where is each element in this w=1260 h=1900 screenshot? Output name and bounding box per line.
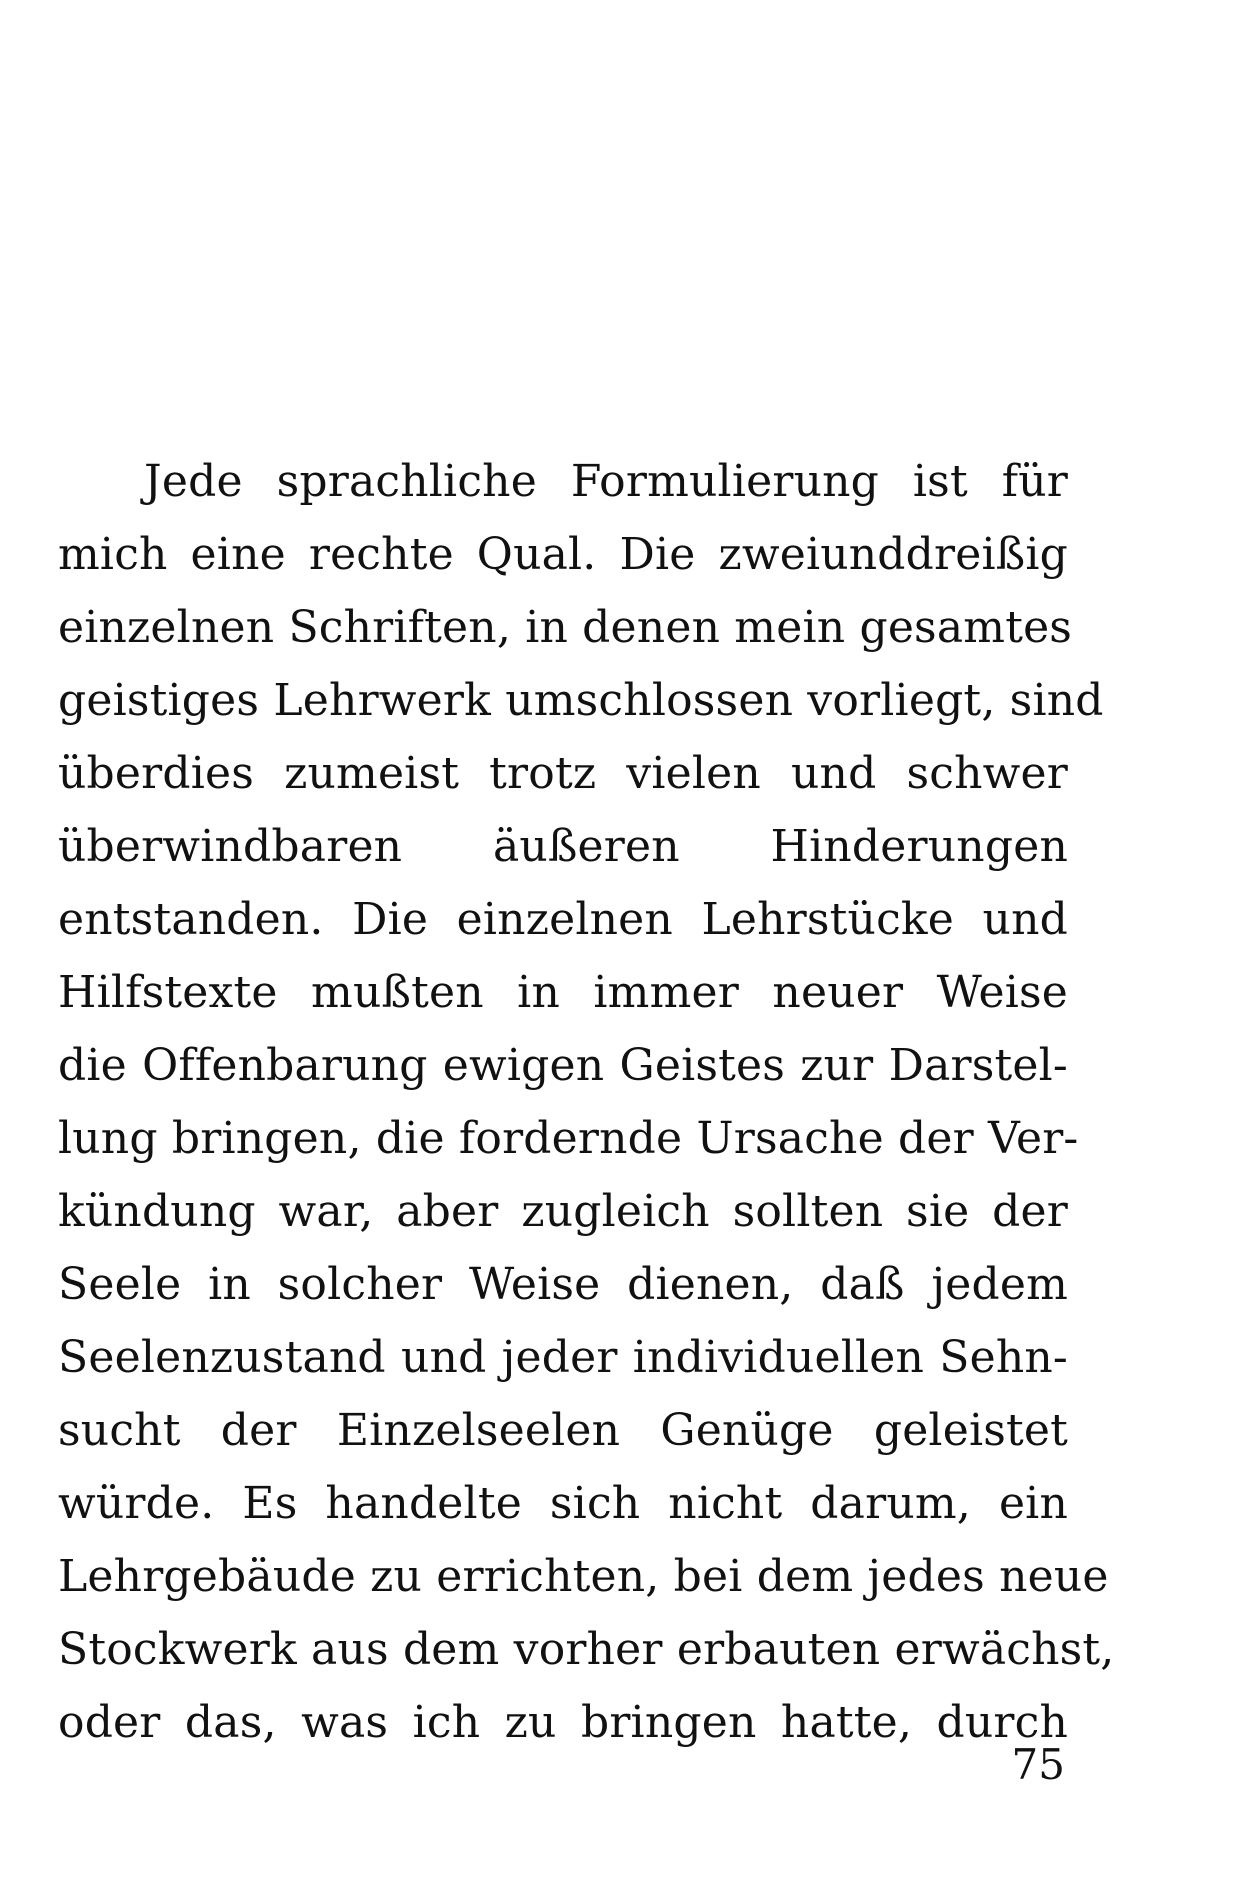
page-number: 75 xyxy=(1011,1740,1065,1789)
text-line: Jede sprachliche Formulierung ist für xyxy=(144,456,1068,507)
text-line: Seele in solcher Weise dienen, daß jedem xyxy=(58,1259,1068,1310)
text-line: die Offenbarung ewigen Geistes zur Darstel- xyxy=(58,1040,1068,1091)
text-line: geistiges Lehrwerk umschlossen vorliegt, sind xyxy=(58,675,1104,726)
text-line: überwindbaren äußeren Hinderungen xyxy=(58,821,1068,872)
text-line: lung bringen, die fordernde Ursache der Ver- xyxy=(58,1113,1079,1164)
text-line: sucht der Einzelseelen Genüge geleistet xyxy=(58,1405,1068,1456)
text-line: mich eine rechte Qual. Die zweiunddreißig xyxy=(58,529,1068,580)
text-line: kündung war, aber zugleich sollten sie der xyxy=(58,1186,1068,1237)
body-paragraph xyxy=(58,445,1115,1759)
text-line: Stockwerk aus dem vorher erbauten erwächst, xyxy=(58,1624,1115,1675)
text-line: oder das, was ich zu bringen hatte, durch xyxy=(58,1697,1068,1748)
text-line: Hilfstexte mußten in immer neuer Weise xyxy=(58,967,1068,1018)
text-line: überdies zumeist trotz vielen und schwer xyxy=(58,748,1068,799)
text-line: einzelnen Schriften, in denen mein gesamtes xyxy=(58,602,1073,653)
text-line: entstanden. Die einzelnen Lehrstücke und xyxy=(58,894,1068,945)
text-line: würde. Es handelte sich nicht darum, ein xyxy=(58,1478,1068,1529)
text-line: Lehrgebäude zu errichten, bei dem jedes neue xyxy=(58,1551,1109,1602)
text-line: Seelenzustand und jeder individuellen Sehn- xyxy=(58,1332,1068,1383)
